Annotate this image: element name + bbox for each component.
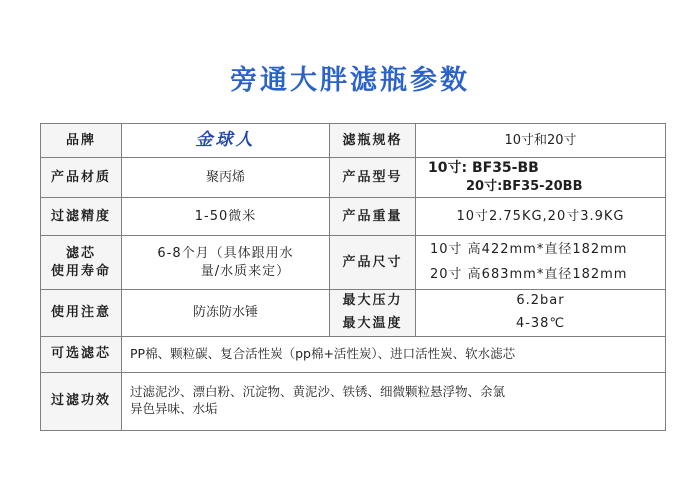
spec-table — [40, 123, 666, 431]
pressure-temp-value — [416, 290, 666, 337]
notice-value: 防冻防水锤 — [122, 290, 330, 337]
table-row — [41, 236, 666, 290]
size-line-20: 20寸 高683mm*直径182mm — [430, 266, 628, 282]
precision-value: 1-50微米 — [122, 198, 330, 236]
size-value — [416, 236, 666, 290]
spec-label: 滤瓶规格 — [330, 124, 416, 158]
model-line-20: 20寸:BF35-20BB — [466, 179, 583, 195]
lifespan-label — [41, 236, 122, 290]
material-value: 聚丙烯 — [122, 158, 330, 198]
function-value — [122, 372, 666, 430]
table-row — [41, 124, 666, 158]
brand-logo: 金球人 — [195, 130, 256, 151]
model-line-10: 10寸: BF35-BB — [428, 160, 539, 177]
weight-value: 10寸2.75KG,20寸3.9KG — [416, 198, 666, 236]
lifespan-line1: 6-8个月（具体跟用水 — [157, 245, 294, 261]
optional-value: PP棉、颗粒碳、复合活性炭（pp棉+活性炭）、进口活性炭、软水滤芯 — [122, 336, 666, 372]
table-row — [41, 372, 666, 430]
pressure-temp-label — [330, 290, 416, 337]
table-row — [41, 290, 666, 337]
precision-label: 过滤精度 — [41, 198, 122, 236]
pressure-label: 最大压力 — [342, 293, 403, 308]
lifespan-label-line1: 滤芯 — [65, 245, 96, 261]
function-line2: 异色异味、水垢 — [130, 401, 218, 416]
temperature-label: 最大温度 — [342, 315, 403, 331]
table-row — [41, 158, 666, 198]
brand-value — [122, 124, 330, 158]
optional-label: 可选滤芯 — [41, 336, 122, 372]
size-line-10: 10寸 高422mm*直径182mm — [430, 241, 628, 257]
model-value — [416, 158, 666, 198]
function-line1: 过滤泥沙、漂白粉、沉淀物、黄泥沙、铁锈、细微颗粒悬浮物、余氯 — [130, 384, 506, 400]
spec-value: 10寸和20寸 — [416, 124, 666, 158]
lifespan-value — [122, 236, 330, 290]
table-row — [41, 336, 666, 372]
weight-label: 产品重量 — [330, 198, 416, 236]
size-label: 产品尺寸 — [330, 236, 416, 290]
brand-label: 品牌 — [41, 124, 122, 158]
lifespan-line2: 量/水质来定） — [200, 263, 291, 279]
temperature-value: 4-38℃ — [515, 315, 566, 331]
material-label: 产品材质 — [41, 158, 122, 198]
function-label: 过滤功效 — [41, 372, 122, 430]
pressure-value: 6.2bar — [516, 293, 565, 308]
notice-label: 使用注意 — [41, 290, 122, 337]
table-row — [41, 198, 666, 236]
page-title: 旁通大胖滤瓶参数 — [230, 65, 470, 96]
lifespan-label-line2: 使用寿命 — [50, 263, 111, 279]
model-label: 产品型号 — [330, 158, 416, 198]
